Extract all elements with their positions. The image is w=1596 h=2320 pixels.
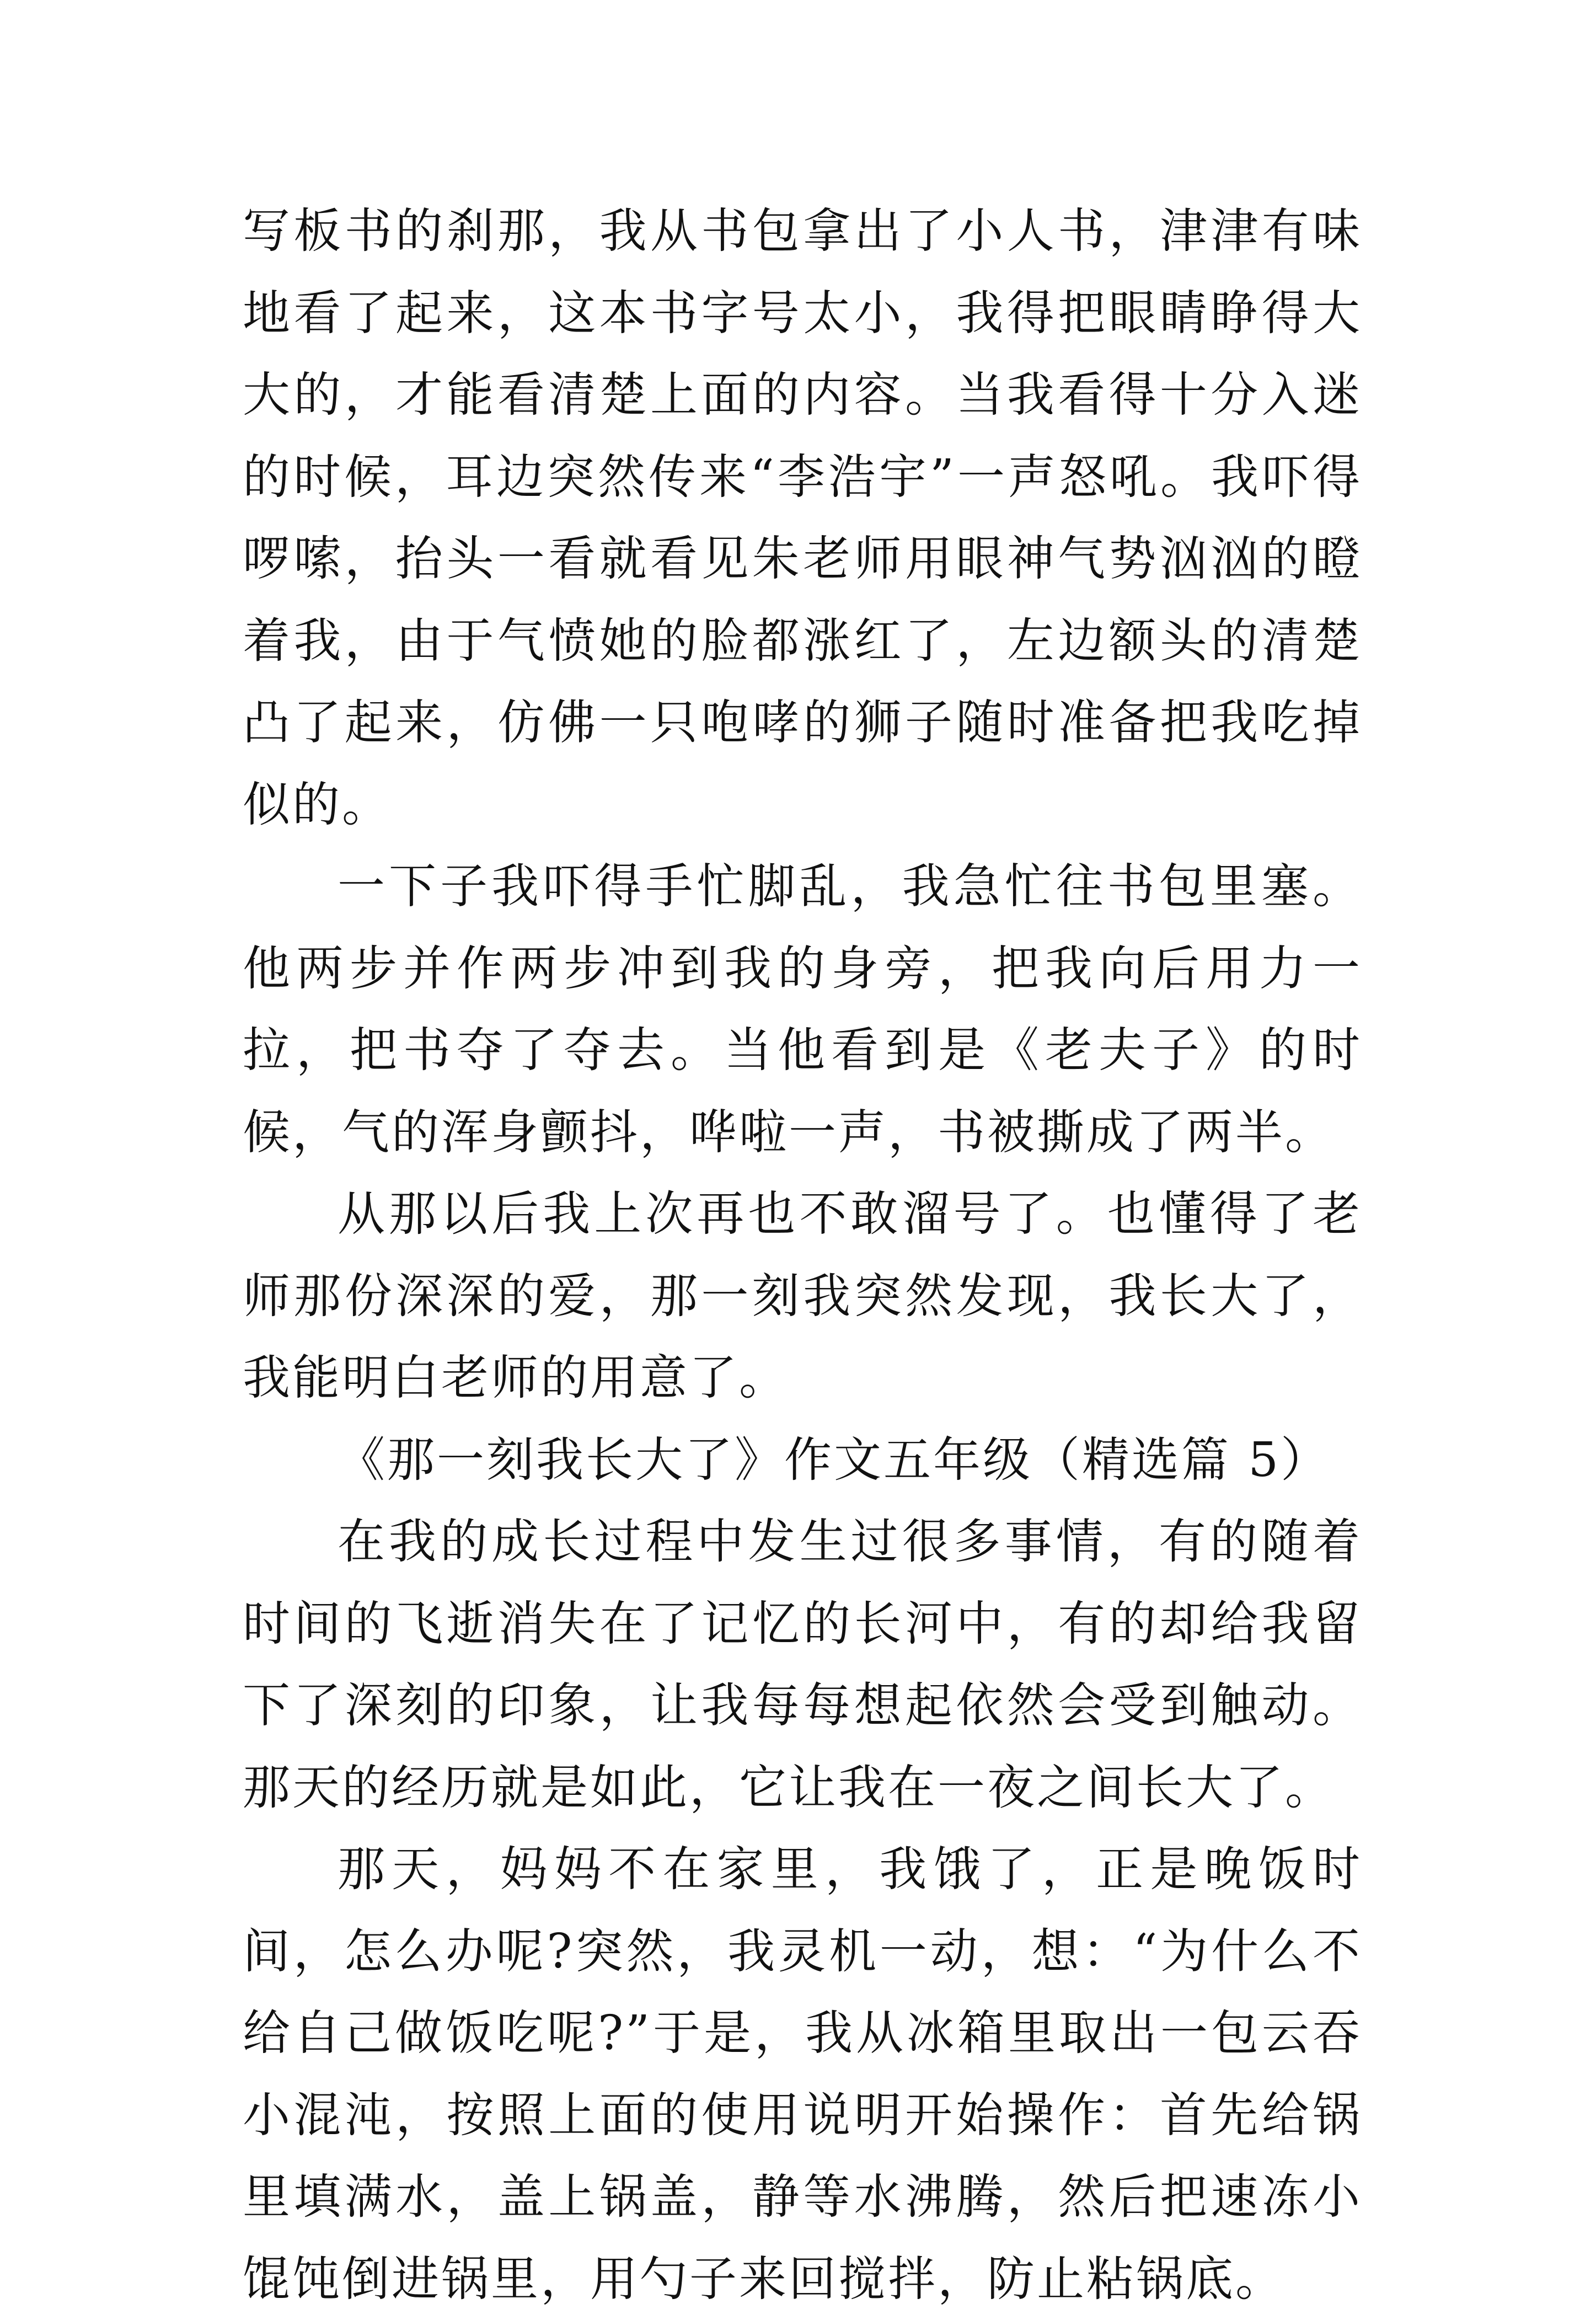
paragraph: 在我的成长过程中发生过很多事情，有的随着时间的飞逝消失在了记忆的长河中，有的却给我留下了深刻的印象，让我每每想起依然会受到触动。那天的经历就是如此，它让我在一夜之间长大了。: [243, 1514, 1362, 1815]
paragraph: 从那以后我上次再也不敢溜号了。也懂得了老师那份深深的爱，那一刻我突然发现，我长大了，我能明白老师的用意了。: [243, 1186, 1362, 1405]
paragraph: 一下子我吓得手忙脚乱，我急忙往书包里塞。他两步并作两步冲到我的身旁，把我向后用力一拉，把书夺了夺去。当他看到是《老夫子》的时候，气的浑身颤抖，哗啦一声，书被撕成了两半。: [243, 859, 1362, 1160]
document-body: [243, 190, 1362, 2320]
paragraph-continued: 写板书的刹那，我从书包拿出了小人书，津津有味地看了起来，这本书字号太小，我得把眼睛睁得大大的，才能看清楚上面的内容。当我看得十分入迷的时候，耳边突然传来“李浩宇”一声怒吼。我吓得啰嗦，抬头一看就看见朱老师用眼神气势汹汹的瞪着我，由于气愤她的脸都涨红了，左边额头的清楚凸了起来，仿佛一只咆哮的狮子随时准备把我吃掉似的。: [243, 204, 1362, 832]
section-title: 《那一刻我长大了》作文五年级（精选篇 5）: [338, 1432, 1331, 1488]
paragraph: 那天，妈妈不在家里，我饿了，正是晚饭时间，怎么办呢?突然，我灵机一动，想：“为什么不给自己做饭吃呢?”于是，我从冰箱里取出一包云吞小混沌，按照上面的使用说明开始操作：首先给锅里填满水，盖上锅盖，静等水沸腾，然后把速冻小馄饨倒进锅里，用勺子来回搅拌，防止粘锅底。: [243, 1842, 1362, 2307]
